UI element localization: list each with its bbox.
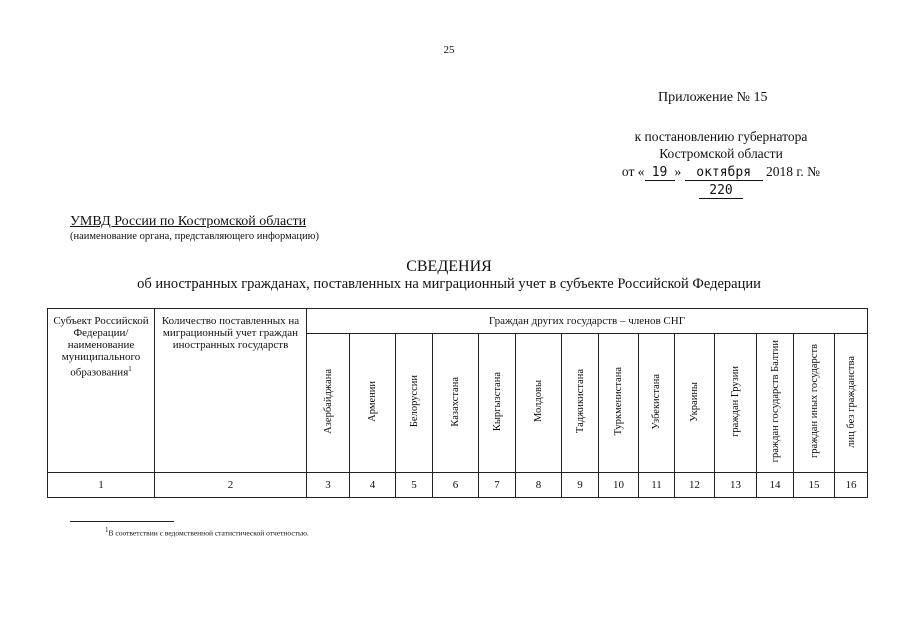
country-header: граждан Грузии (715, 334, 757, 473)
column-number: 2 (155, 473, 307, 498)
column-number: 11 (639, 473, 675, 498)
country-header: Азербайджана (307, 334, 350, 473)
decree-month: октября (685, 166, 763, 181)
document-subtitle: об иностранных гражданах, поставленных на миграционный учет в субъекте Российской Федерации (137, 276, 761, 292)
decree-line-1: к постановлению губернатора (634, 129, 808, 144)
column-number: 14 (757, 473, 794, 498)
decree-number: 220 (699, 184, 743, 199)
country-header: граждан иных государств (794, 334, 835, 473)
column-number: 6 (433, 473, 479, 498)
col1-footnote-mark: 1 (128, 365, 132, 373)
column-number: 4 (350, 473, 396, 498)
date-prefix: от « (621, 164, 645, 179)
footnote (105, 526, 309, 538)
column-number: 1 (48, 473, 155, 498)
footnote-text: В соответствии с ведомственной статистической отчетностью. (108, 528, 309, 538)
column-number: 12 (675, 473, 715, 498)
column-number: 5 (396, 473, 433, 498)
footnote-mark: 1 (105, 526, 109, 534)
date-mid: » (674, 164, 682, 179)
appendix-label: Приложение № 15 (658, 90, 768, 105)
country-header: Украины (675, 334, 715, 473)
column-number: 16 (835, 473, 868, 498)
column-number: 9 (562, 473, 599, 498)
column-number: 15 (794, 473, 835, 498)
decree-year: 2018 г. № (766, 164, 821, 179)
cis-group-header: Граждан других государств – членов СНГ (307, 309, 868, 334)
country-header: Армении (350, 334, 396, 473)
col2-header: Количество поставленных на миграционный учет граждан иностранных государств (155, 309, 307, 473)
page-number: 25 (443, 44, 455, 56)
decree-day: 19 (645, 166, 675, 181)
country-header: Белоруссии (396, 334, 433, 473)
column-number-row (48, 473, 868, 498)
decree-line-2: Костромской области (659, 146, 783, 161)
decree-date-line (600, 163, 842, 199)
country-header: Молдовы (516, 334, 562, 473)
col1-header: Субъект Российской Федерации/ наименование муниципального образования$^1$ (48, 309, 155, 473)
country-header: Туркменистана (599, 334, 639, 473)
column-number: 13 (715, 473, 757, 498)
document-title: СВЕДЕНИЯ (406, 258, 492, 275)
footnote-divider (70, 521, 174, 522)
country-header: Казахстана (433, 334, 479, 473)
country-header: Узбекистана (639, 334, 675, 473)
organization-name: УМВД России по Костромской области (70, 214, 307, 229)
column-number: 7 (479, 473, 516, 498)
column-number: 10 (599, 473, 639, 498)
country-header: лиц без гражданства (835, 334, 868, 473)
country-header: Таджикистана (562, 334, 599, 473)
organization-note: (наименование органа, представляющего информацию) (70, 231, 319, 242)
column-number: 3 (307, 473, 350, 498)
country-header: Кыргызстана (479, 334, 516, 473)
report-table (47, 308, 868, 498)
country-header: граждан государств Балтии (757, 334, 794, 473)
column-number: 8 (516, 473, 562, 498)
